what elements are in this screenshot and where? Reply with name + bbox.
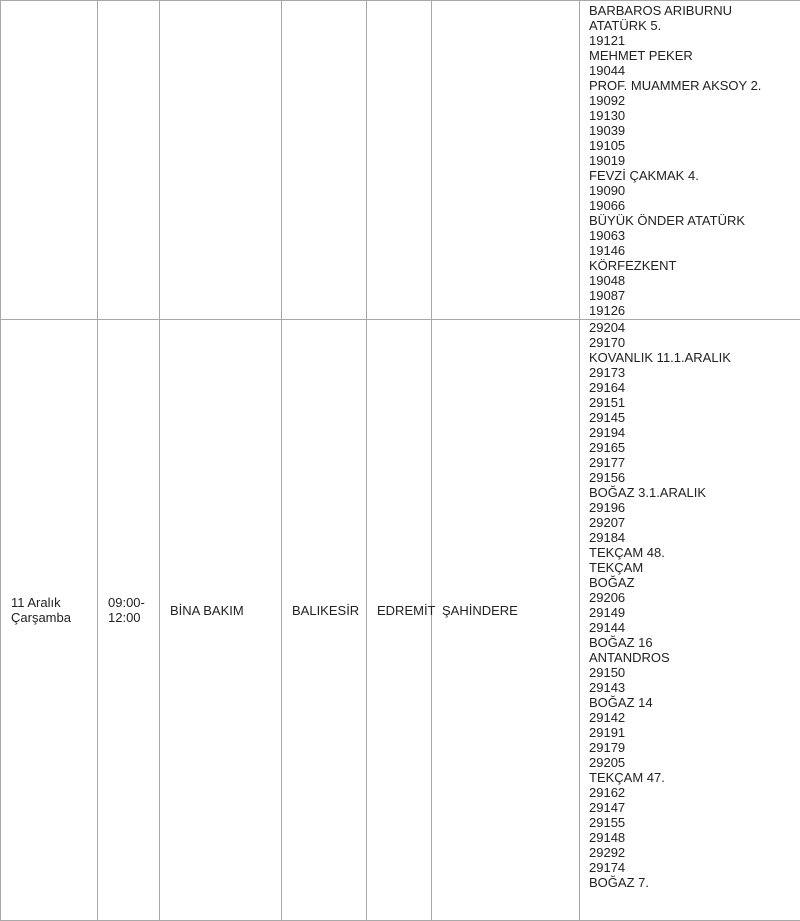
street-entry: MEHMET PEKER xyxy=(589,48,761,63)
street-entry: 29156 xyxy=(589,470,731,485)
street-entry: 29173 xyxy=(589,365,731,380)
neighborhood-cell xyxy=(432,1,580,320)
street-entry: 29142 xyxy=(589,710,731,725)
street-entry: 29196 xyxy=(589,500,731,515)
street-entry: 29292 xyxy=(589,845,731,860)
street-entry: 29184 xyxy=(589,530,731,545)
street-entry: 29143 xyxy=(589,680,731,695)
street-entry: BÜYÜK ÖNDER ATATÜRK xyxy=(589,213,761,228)
street-entry: BOĞAZ 14 xyxy=(589,695,731,710)
street-entry: 29155 xyxy=(589,815,731,830)
city-cell xyxy=(282,1,367,320)
street-entry: 29179 xyxy=(589,740,731,755)
table-row xyxy=(1,320,800,921)
streets-cell xyxy=(580,1,800,320)
street-entry: BOĞAZ xyxy=(589,575,731,590)
streets-cell xyxy=(580,320,800,921)
street-entry: BOĞAZ 16 xyxy=(589,635,731,650)
date-cell xyxy=(1,320,98,921)
street-entry: 29147 xyxy=(589,800,731,815)
street-entry: 29207 xyxy=(589,515,731,530)
time-cell xyxy=(98,1,160,320)
street-entry: 29194 xyxy=(589,425,731,440)
street-entry: 19039 xyxy=(589,123,761,138)
street-entry: 29148 xyxy=(589,830,731,845)
street-entry: 29177 xyxy=(589,455,731,470)
street-entry: 29144 xyxy=(589,620,731,635)
street-entry: 19063 xyxy=(589,228,761,243)
street-entry: 29206 xyxy=(589,590,731,605)
street-entry: 19090 xyxy=(589,183,761,198)
street-entry: 29150 xyxy=(589,665,731,680)
street-entry: BARBAROS ARIBURNU xyxy=(589,3,761,18)
time-cell xyxy=(98,320,160,921)
street-entry: 29191 xyxy=(589,725,731,740)
street-entry: 29170 xyxy=(589,335,731,350)
street-entry: 19121 xyxy=(589,33,761,48)
street-entry: 29205 xyxy=(589,755,731,770)
street-entry: 29145 xyxy=(589,410,731,425)
street-entry: 19092 xyxy=(589,93,761,108)
street-entry: BOĞAZ 7. xyxy=(589,875,731,890)
city-text: BALIKESİR xyxy=(292,603,366,618)
time-end-text: 12:00 xyxy=(108,610,159,625)
street-entry: ANTANDROS xyxy=(589,650,731,665)
street-entry: TEKÇAM 47. xyxy=(589,770,731,785)
district-cell xyxy=(367,320,432,921)
street-entry: 29165 xyxy=(589,440,731,455)
street-entry: 19146 xyxy=(589,243,761,258)
street-entry: 19066 xyxy=(589,198,761,213)
street-list xyxy=(589,3,761,318)
district-cell xyxy=(367,1,432,320)
city-cell xyxy=(282,320,367,921)
street-entry: 29164 xyxy=(589,380,731,395)
table-row xyxy=(1,1,800,320)
street-entry: 19130 xyxy=(589,108,761,123)
street-entry: 29162 xyxy=(589,785,731,800)
street-entry: 19105 xyxy=(589,138,761,153)
street-entry: KÖRFEZKENT xyxy=(589,258,761,273)
street-list xyxy=(589,320,731,890)
date-cell xyxy=(1,1,98,320)
work-type-cell xyxy=(160,1,282,320)
street-entry: TEKÇAM xyxy=(589,560,731,575)
street-entry: 19126 xyxy=(589,303,761,318)
street-entry: 29151 xyxy=(589,395,731,410)
street-entry: PROF. MUAMMER AKSOY 2. xyxy=(589,78,761,93)
date-text: 11 Aralık xyxy=(11,595,97,610)
work-type-cell xyxy=(160,320,282,921)
street-entry: 29174 xyxy=(589,860,731,875)
street-entry: KOVANLIK 11.1.ARALIK xyxy=(589,350,731,365)
neighborhood-text: ŞAHİNDERE xyxy=(442,603,579,618)
street-entry: FEVZİ ÇAKMAK 4. xyxy=(589,168,761,183)
street-entry: ATATÜRK 5. xyxy=(589,18,761,33)
weekday-text: Çarşamba xyxy=(11,610,97,625)
time-start-text: 09:00- xyxy=(108,595,159,610)
street-entry: TEKÇAM 48. xyxy=(589,545,731,560)
street-entry: 29149 xyxy=(589,605,731,620)
street-entry: 19019 xyxy=(589,153,761,168)
street-entry: 19087 xyxy=(589,288,761,303)
work-type-text: BİNA BAKIM xyxy=(170,603,281,618)
district-text: EDREMİT xyxy=(377,603,431,618)
street-entry: BOĞAZ 3.1.ARALIK xyxy=(589,485,731,500)
neighborhood-cell xyxy=(432,320,580,921)
street-entry: 19048 xyxy=(589,273,761,288)
street-entry: 29204 xyxy=(589,320,731,335)
street-entry: 19044 xyxy=(589,63,761,78)
